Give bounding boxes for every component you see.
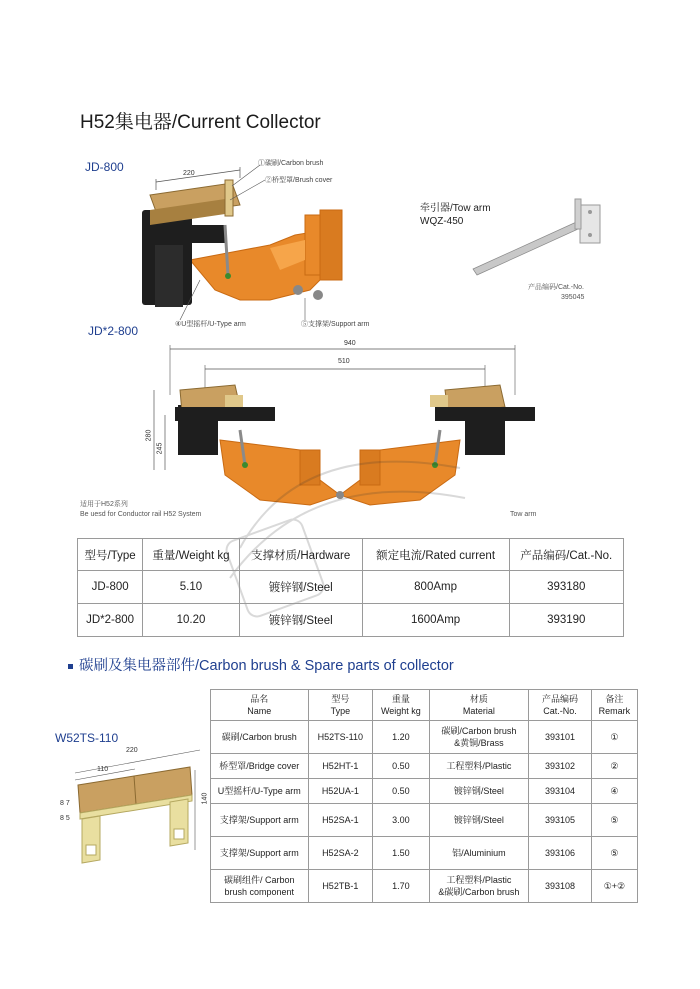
cell-material: 铝/Aluminium [429, 837, 529, 870]
header-cat-no: 产品编码/Cat.-No. [509, 539, 624, 571]
header-rated-current: 额定电流/Rated current [362, 539, 509, 571]
header-cat-no-en: Cat.-No. [543, 706, 577, 716]
header-material [429, 690, 529, 721]
brush-dimension-110: 110 [97, 766, 109, 773]
section-bullet-icon [68, 664, 73, 669]
tow-arm-name: 牵引器/Tow arm [420, 203, 491, 214]
cell-weight: 5.10 [143, 571, 240, 604]
header-type-en: Type [330, 706, 351, 716]
cell-remark: ⑤ [591, 837, 637, 870]
table-row [78, 604, 624, 637]
cell-remark: ①+② [591, 870, 637, 903]
section-heading-spare-parts [68, 654, 454, 675]
cell-remark: ① [591, 721, 637, 754]
header-cat-no [529, 690, 592, 721]
cell-name [211, 870, 309, 903]
dimension-510: 510 [338, 358, 350, 365]
cell-cat-no: 393108 [529, 870, 592, 903]
header-remark [591, 690, 637, 721]
cell-remark: ⑤ [591, 804, 637, 837]
header-weight-cn: 重量 [391, 694, 410, 704]
cell-weight: 1.50 [373, 837, 429, 870]
cell-type: H52SA-2 [308, 837, 373, 870]
spare-parts-table [210, 689, 638, 903]
usage-note [80, 500, 201, 520]
cell-material-line2: &黄铜/Brass [454, 738, 504, 748]
callout-support-arm: ⑤支撑架/Support arm [301, 321, 370, 328]
table-header-row [211, 690, 638, 721]
cell-cat-no: 393106 [529, 837, 592, 870]
cell-type: H52TS-110 [308, 721, 373, 754]
cell-name: 支撑架/Support arm [211, 804, 309, 837]
cell-material: 镀锌钢/Steel [429, 779, 529, 804]
table-row [211, 870, 638, 903]
callout-brush-cover: ②桥型罩/Brush cover [265, 177, 333, 184]
cell-material [429, 870, 529, 903]
brush-dimension-140: 140 [201, 792, 209, 805]
header-remark-cn: 备注 [605, 694, 624, 704]
header-type [308, 690, 373, 721]
tow-arm-caption: Tow arm [510, 511, 537, 518]
cell-weight: 3.00 [373, 804, 429, 837]
header-type-cn: 型号 [331, 694, 350, 704]
table-row [211, 837, 638, 870]
carbon-brush-illustration [60, 745, 210, 875]
cell-type: H52UA-1 [308, 779, 373, 804]
cell-remark: ④ [591, 779, 637, 804]
cell-material: 工程塑料/Plastic [429, 754, 529, 779]
dimension-245: 245 [156, 442, 164, 455]
table-row [211, 779, 638, 804]
table-row [211, 804, 638, 837]
section-heading-text: 碳刷及集电器部件/Carbon brush & Spare parts of collector [79, 658, 454, 674]
tow-arm-cat-label: 产品编码/Cat.-No. [528, 284, 585, 291]
cell-weight: 0.50 [373, 779, 429, 804]
cell-cat-no: 393101 [529, 721, 592, 754]
table-row [211, 721, 638, 754]
cell-weight: 10.20 [143, 604, 240, 637]
cell-rated-current: 800Amp [362, 571, 509, 604]
cell-cat-no: 393102 [529, 754, 592, 779]
header-material-cn: 材质 [469, 694, 488, 704]
cell-cat-no: 393104 [529, 779, 592, 804]
header-weight [373, 690, 429, 721]
cell-name-line1: 碳刷组件/ Carbon [223, 875, 295, 885]
cell-type: H52HT-1 [308, 754, 373, 779]
header-weight-en: Weight kg [380, 706, 421, 716]
cell-name: 碳刷/Carbon brush [211, 721, 309, 754]
header-hardware: 支撑材质/Hardware [239, 539, 362, 571]
cell-name: 支撑架/Support arm [211, 837, 309, 870]
cell-type: JD*2-800 [78, 604, 143, 637]
cell-weight: 1.20 [373, 721, 429, 754]
cell-name: 桥型罩/Bridge cover [211, 754, 309, 779]
model-label-jd800: JD-800 [85, 160, 124, 174]
cell-type: H52TB-1 [308, 870, 373, 903]
header-name-en: Name [247, 706, 272, 716]
header-material-en: Material [462, 706, 495, 716]
dimension-940: 940 [344, 340, 356, 347]
model-label-jd2-800: JD*2-800 [88, 324, 139, 338]
header-name-cn: 品名 [250, 694, 269, 704]
cell-weight: 0.50 [373, 754, 429, 779]
header-remark-en: Remark [598, 706, 631, 716]
dimension-220: 220 [183, 170, 195, 177]
brush-dimension-85: 8 5 [60, 815, 70, 822]
collector-spec-table [77, 538, 624, 637]
cell-material-line1: 工程塑料/Plastic [446, 875, 512, 885]
cell-name-line2: brush component [224, 887, 295, 897]
header-name [211, 690, 309, 721]
cell-material [429, 721, 529, 754]
cell-cat-no: 393180 [509, 571, 624, 604]
tow-arm-cat-no: 395045 [561, 294, 585, 301]
cell-rated-current: 1600Amp [362, 604, 509, 637]
table-row [211, 754, 638, 779]
cell-weight: 1.70 [373, 870, 429, 903]
cell-remark: ② [591, 754, 637, 779]
cell-cat-no: 393105 [529, 804, 592, 837]
brush-dimension-87: 8 7 [60, 800, 70, 807]
header-cat-no-cn: 产品编码 [541, 694, 578, 704]
callout-u-type-arm: ④U型摇杆/U-Type arm [175, 321, 246, 328]
cell-type: JD-800 [78, 571, 143, 604]
tow-arm-illustration [465, 197, 615, 282]
page-title: H52集电器/Current Collector [80, 112, 321, 133]
brush-dimension-220: 220 [126, 747, 138, 754]
header-type: 型号/Type [78, 539, 143, 571]
cell-material-line1: 碳刷/Carbon brush [441, 726, 517, 736]
tow-arm-model: WQZ-450 [420, 216, 464, 227]
cell-name: U型摇杆/U-Type arm [211, 779, 309, 804]
cell-type: H52SA-1 [308, 804, 373, 837]
cell-hardware: 镀锌钢/Steel [239, 604, 362, 637]
model-label-w52ts110: W52TS-110 [55, 731, 119, 745]
header-weight: 重量/Weight kg [143, 539, 240, 571]
cell-cat-no: 393190 [509, 604, 624, 637]
dimension-280: 280 [145, 429, 153, 442]
table-row [78, 571, 624, 604]
cell-hardware: 镀锌钢/Steel [239, 571, 362, 604]
callout-carbon-brush: ①碳刷/Carbon brush [258, 160, 324, 167]
usage-note-en: Be uesd for Conductor rail H52 System [80, 511, 202, 518]
usage-note-cn: 适用于H52系列 [80, 501, 128, 508]
cell-material: 镀锌钢/Steel [429, 804, 529, 837]
table-header-row [78, 539, 624, 571]
cell-material-line2: &碳刷/Carbon brush [438, 887, 520, 897]
